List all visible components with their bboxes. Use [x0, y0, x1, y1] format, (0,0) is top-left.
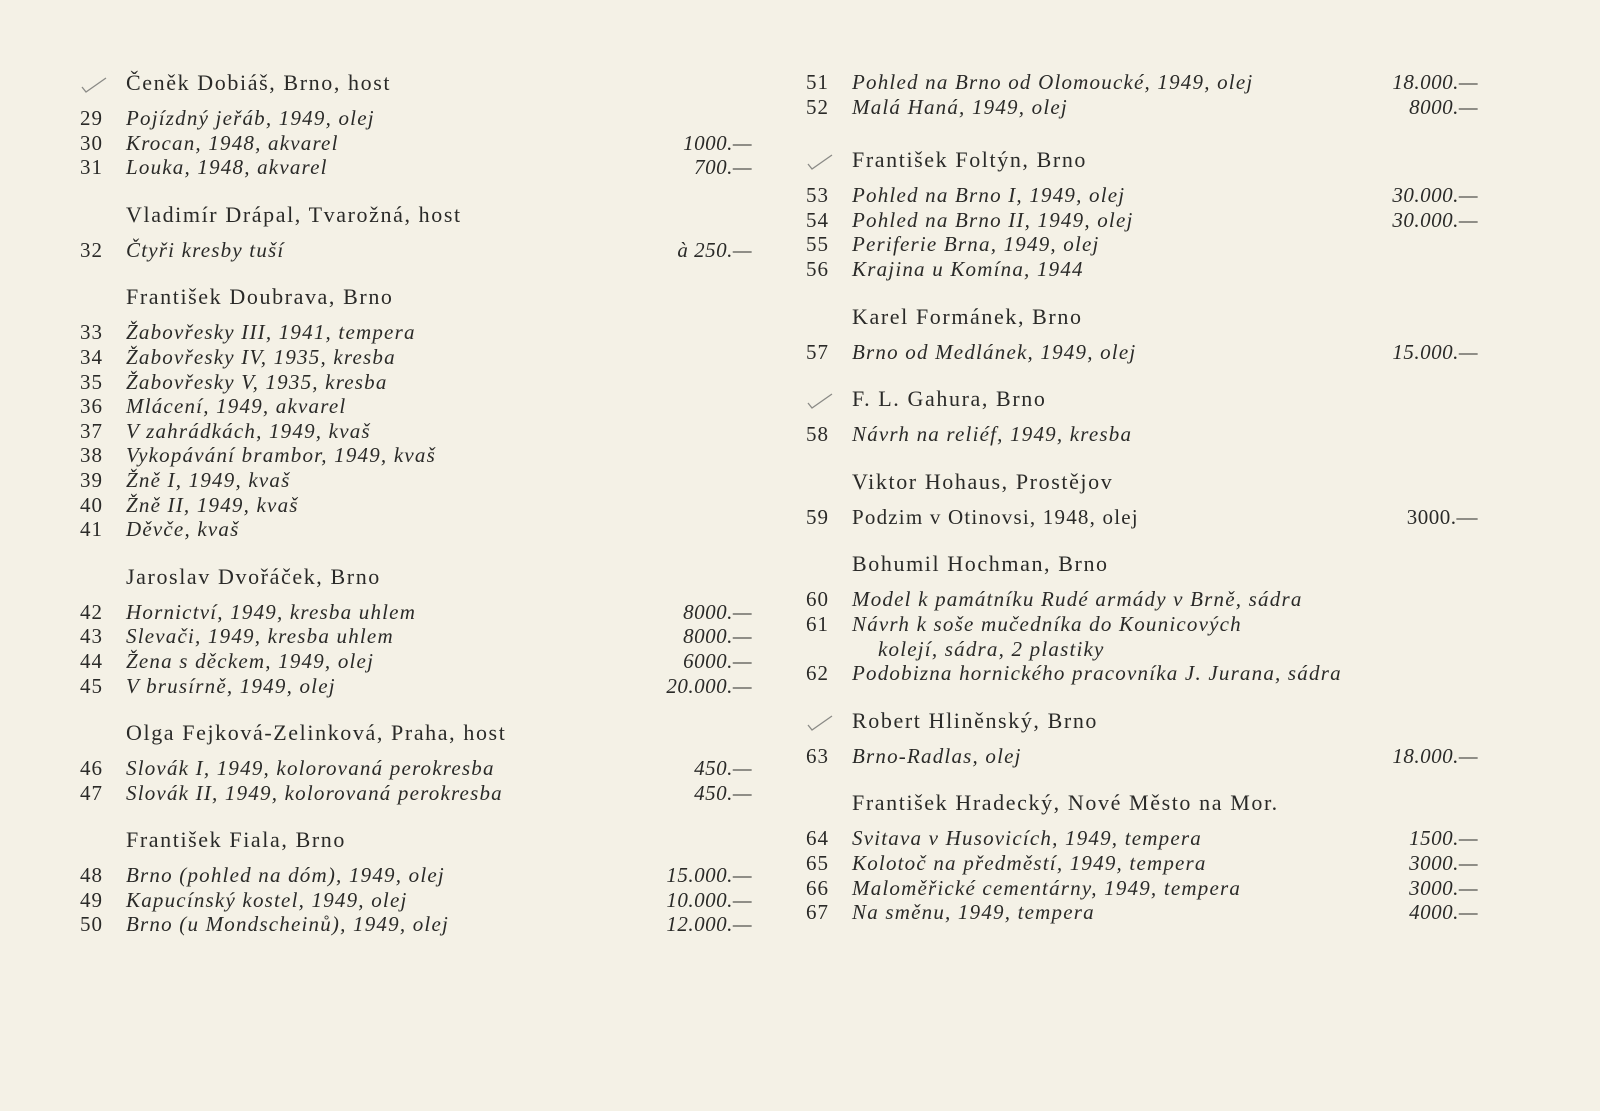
- work-number: 36: [80, 394, 103, 419]
- work-row: [806, 900, 1486, 925]
- work-number: 61: [806, 611, 829, 636]
- work-title: Podzim v Otinovsi, 1948, olej: [852, 504, 1139, 529]
- artist-label: František Foltýn, Brno: [852, 147, 1088, 173]
- left-column: [80, 70, 760, 959]
- work-title: Pojízdný jeřáb, 1949, olej: [126, 106, 375, 130]
- work-number: 33: [80, 320, 103, 345]
- artist-group: [806, 386, 1486, 447]
- work-row: [80, 394, 760, 419]
- work-number: 50: [80, 912, 103, 937]
- work-title: Brno (u Mondscheinů), 1949, olej: [126, 912, 450, 937]
- work-title: Malá Haná, 1949, olej: [852, 94, 1068, 119]
- work-row: [806, 183, 1486, 208]
- work-price: 10.000.—: [666, 887, 752, 912]
- work-price: à 250.—: [677, 237, 752, 262]
- work-number: 43: [80, 624, 103, 649]
- artist-name: [806, 304, 1486, 330]
- work-title: Slovák II, 1949, kolorovaná perokresba: [126, 780, 503, 805]
- work-title: Brno-Radlas, olej: [852, 743, 1022, 768]
- work-row: [806, 661, 1486, 686]
- artist-name: [806, 551, 1486, 577]
- work-title: Podobizna hornického pracovníka J. Jurana, sádra: [852, 661, 1342, 686]
- artist-group: [806, 147, 1486, 281]
- work-number: 45: [80, 673, 103, 698]
- artist-group: [806, 304, 1486, 365]
- work-number: 42: [80, 599, 103, 624]
- work-number: 62: [806, 661, 829, 686]
- work-title: V zahrádkách, 1949, kvaš: [126, 418, 371, 443]
- work-price: 18.000.—: [1392, 743, 1478, 768]
- work-row: [80, 493, 760, 518]
- artist-name: [806, 469, 1486, 495]
- artist-label: František Doubrava, Brno: [126, 284, 394, 310]
- artist-group: [80, 202, 760, 263]
- work-title: Brno od Medlánek, 1949, olej: [852, 339, 1137, 364]
- work-number: 57: [806, 339, 829, 364]
- artist-name: [80, 70, 760, 96]
- artist-name: [80, 202, 760, 228]
- artist-label: Karel Formánek, Brno: [852, 303, 1083, 329]
- work-title: Vykopávání brambor, 1949, kvaš: [126, 443, 436, 468]
- work-row: [806, 876, 1486, 901]
- work-number: 67: [806, 900, 829, 925]
- work-number: 54: [806, 207, 829, 232]
- check-mark-icon: [806, 712, 834, 730]
- artist-group: [806, 790, 1486, 924]
- work-price: 8000.—: [683, 624, 752, 649]
- work-title: Model k památníku Rudé armády v Brně, sádra: [852, 587, 1303, 612]
- artist-name: [80, 564, 760, 590]
- check-mark-icon: [806, 390, 834, 408]
- artist-label: Viktor Hohaus, Prostějov: [852, 468, 1114, 494]
- work-row: [80, 912, 760, 937]
- check-mark-icon: [80, 74, 108, 92]
- work-row: [80, 106, 760, 131]
- work-row: [806, 208, 1486, 233]
- work-title: Žena s děckem, 1949, olej: [126, 648, 375, 673]
- work-title: Žně II, 1949, kvaš: [126, 492, 299, 517]
- artist-name: [806, 708, 1486, 734]
- work-title: Krocan, 1948, akvarel: [126, 130, 339, 155]
- work-number: 41: [80, 517, 103, 542]
- work-row: [80, 674, 760, 699]
- work-row: [80, 419, 760, 444]
- work-row: [80, 649, 760, 674]
- work-row: [80, 781, 760, 806]
- work-number: 48: [80, 863, 103, 888]
- work-title: Kapucínský kostel, 1949, olej: [126, 887, 408, 912]
- artist-label: František Fiala, Brno: [126, 827, 346, 853]
- work-title: Čtyři kresby tuší: [126, 237, 285, 262]
- artist-label: Bohumil Hochman, Brno: [852, 551, 1109, 577]
- artist-label: Vladimír Drápal, Tvarožná, host: [126, 201, 462, 227]
- work-price: 15.000.—: [1392, 339, 1478, 364]
- work-title: Žabovřesky IV, 1935, kresba: [126, 344, 396, 369]
- artist-name: [80, 720, 760, 746]
- work-price: 1000.—: [683, 130, 752, 155]
- work-price: 4000.—: [1409, 900, 1478, 925]
- work-row: [806, 95, 1486, 120]
- artist-group: [80, 720, 760, 805]
- work-title: Návrh na reliéf, 1949, kresba: [852, 422, 1133, 447]
- work-price: 8000.—: [1409, 94, 1478, 119]
- work-price: 15.000.—: [666, 863, 752, 888]
- work-row: [806, 422, 1486, 447]
- work-title: Děvče, kvaš: [126, 517, 240, 542]
- artist-group: [806, 469, 1486, 530]
- work-number: 56: [806, 256, 829, 281]
- work-number: 39: [80, 467, 103, 492]
- work-title: Periferie Brna, 1949, olej: [852, 232, 1100, 257]
- work-price: 20.000.—: [666, 673, 752, 698]
- work-row: [806, 744, 1486, 769]
- work-price: 12.000.—: [666, 912, 752, 937]
- work-title: Krajina u Komína, 1944: [852, 256, 1084, 281]
- right-column: [806, 70, 1486, 947]
- work-title: Louka, 1948, akvarel: [126, 155, 328, 180]
- work-row: [806, 257, 1486, 282]
- artist-label: F. L. Gahura, Brno: [852, 386, 1047, 412]
- work-row: [80, 600, 760, 625]
- work-number: 55: [806, 232, 829, 257]
- work-row: [80, 370, 760, 395]
- work-price: 3000.—: [1409, 850, 1478, 875]
- work-title: Návrh k soše mučedníka do Kounicových: [852, 611, 1242, 636]
- work-row: [806, 612, 1486, 637]
- work-row: [806, 232, 1486, 257]
- work-number: 64: [806, 826, 829, 851]
- work-title-continuation: kolejí, sádra, 2 plastiky: [878, 636, 1105, 661]
- work-title: Pohled na Brno od Olomoucké, 1949, olej: [852, 70, 1254, 94]
- work-title: Maloměřické cementárny, 1949, tempera: [852, 875, 1242, 900]
- artist-group: [806, 70, 1486, 119]
- work-row: [806, 826, 1486, 851]
- work-number: 59: [806, 504, 829, 529]
- work-price: 18.000.—: [1392, 70, 1478, 94]
- artist-group: [806, 551, 1486, 685]
- work-number: 52: [806, 94, 829, 119]
- work-number: 49: [80, 887, 103, 912]
- work-price: 450.—: [694, 780, 752, 805]
- work-number: 60: [806, 587, 829, 612]
- work-row: [80, 624, 760, 649]
- work-title: Slovák I, 1949, kolorovaná perokresba: [126, 756, 495, 781]
- artist-name: [806, 790, 1486, 816]
- work-row: [806, 851, 1486, 876]
- work-number: 32: [80, 237, 103, 262]
- work-title: Pohled na Brno II, 1949, olej: [852, 207, 1134, 232]
- artist-group: [80, 827, 760, 937]
- artist-group: [806, 708, 1486, 769]
- work-price: 30.000.—: [1392, 183, 1478, 208]
- work-number: 31: [80, 155, 103, 180]
- work-number: 58: [806, 422, 829, 447]
- work-number: 37: [80, 418, 103, 443]
- work-number: 29: [80, 106, 103, 130]
- artist-group: [80, 284, 760, 541]
- artist-name: [806, 147, 1486, 173]
- work-row: [80, 443, 760, 468]
- work-title: Žně I, 1949, kvaš: [126, 467, 291, 492]
- work-row: [80, 320, 760, 345]
- work-row: [806, 340, 1486, 365]
- work-number: 47: [80, 780, 103, 805]
- work-number: 63: [806, 743, 829, 768]
- work-title: Hornictví, 1949, kresba uhlem: [126, 599, 417, 624]
- work-row: [80, 238, 760, 263]
- work-title: Slevači, 1949, kresba uhlem: [126, 624, 394, 649]
- work-number: 53: [806, 183, 829, 208]
- work-price: 8000.—: [683, 599, 752, 624]
- artist-name: [80, 284, 760, 310]
- work-row: [806, 505, 1486, 530]
- work-row: [806, 70, 1486, 95]
- work-row: [806, 587, 1486, 612]
- work-number: 65: [806, 850, 829, 875]
- work-title: Žabovřesky V, 1935, kresba: [126, 369, 388, 394]
- work-row: [80, 756, 760, 781]
- work-price: 1500.—: [1409, 826, 1478, 851]
- work-number: 40: [80, 492, 103, 517]
- artist-name: [80, 827, 760, 853]
- work-title: Kolotoč na předměstí, 1949, tempera: [852, 850, 1207, 875]
- work-title: Svitava v Husovicích, 1949, tempera: [852, 826, 1202, 851]
- work-row: [80, 517, 760, 542]
- work-title: Žabovřesky III, 1941, tempera: [126, 320, 416, 345]
- artist-label: František Hradecký, Nové Město na Mor.: [852, 790, 1279, 816]
- work-title: Brno (pohled na dóm), 1949, olej: [126, 863, 445, 888]
- work-title: Na směnu, 1949, tempera: [852, 900, 1095, 925]
- artist-name: [806, 386, 1486, 412]
- work-row: [80, 131, 760, 156]
- work-number: 51: [806, 70, 829, 94]
- work-number: 38: [80, 443, 103, 468]
- work-row: [80, 155, 760, 180]
- work-price: 3000.—: [1406, 504, 1478, 529]
- work-price: 700.—: [694, 155, 752, 180]
- work-number: 35: [80, 369, 103, 394]
- work-row: [80, 888, 760, 913]
- work-title: V brusírně, 1949, olej: [126, 673, 336, 698]
- work-number: 30: [80, 130, 103, 155]
- work-number: 66: [806, 875, 829, 900]
- artist-group: [80, 70, 760, 180]
- work-price: 450.—: [694, 756, 752, 781]
- work-price: 30.000.—: [1392, 207, 1478, 232]
- artist-label: Čeněk Dobiáš, Brno, host: [126, 70, 392, 95]
- artist-label: Robert Hliněnský, Brno: [852, 707, 1099, 733]
- work-title: Mlácení, 1949, akvarel: [126, 394, 347, 419]
- artist-label: Olga Fejková-Zelinková, Praha, host: [126, 720, 507, 746]
- work-number: 34: [80, 344, 103, 369]
- work-price: 6000.—: [683, 648, 752, 673]
- work-row: [80, 345, 760, 370]
- work-title: Pohled na Brno I, 1949, olej: [852, 183, 1126, 208]
- artist-label: Jaroslav Dvořáček, Brno: [126, 563, 381, 589]
- work-number: 46: [80, 756, 103, 781]
- work-number: 44: [80, 648, 103, 673]
- check-mark-icon: [806, 151, 834, 169]
- work-row: [80, 468, 760, 493]
- work-row: [80, 863, 760, 888]
- artist-group: [80, 564, 760, 698]
- work-price: 3000.—: [1409, 875, 1478, 900]
